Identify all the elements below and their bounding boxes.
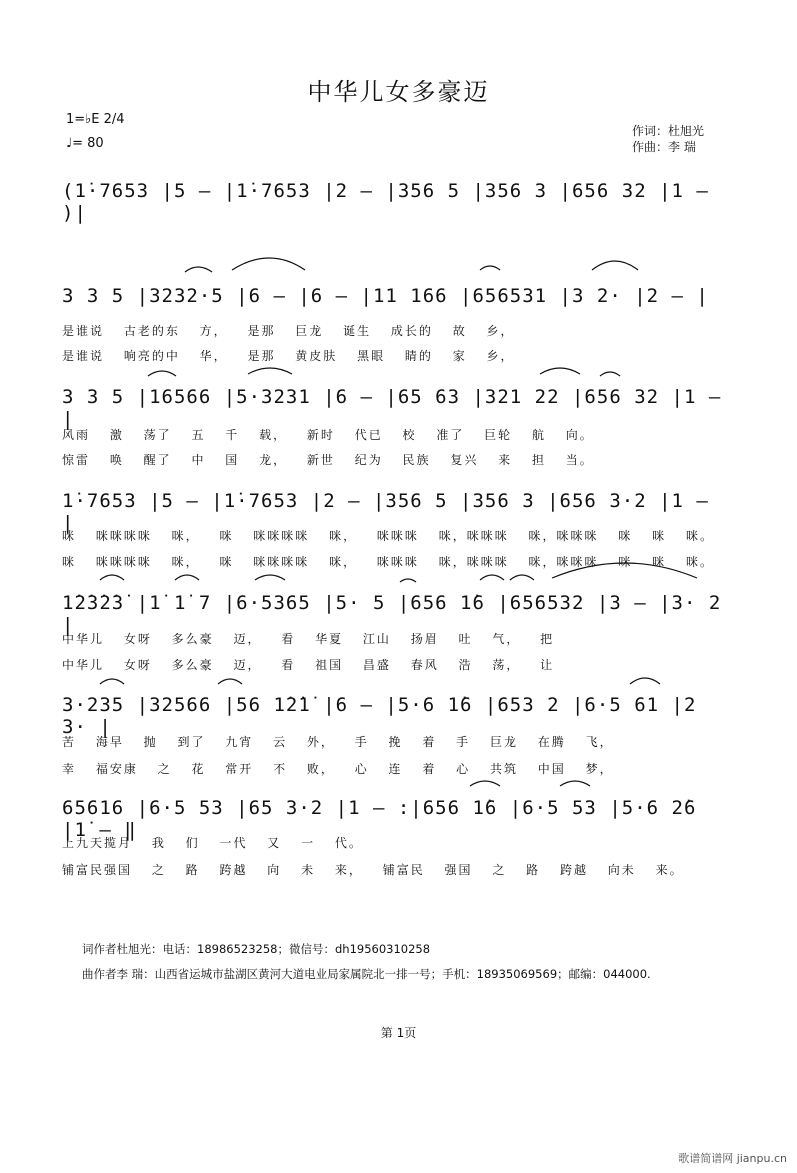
lyricist-credit: 作词：杜旭光: [632, 124, 705, 138]
notation-row: 1̇·7653 |5 – |1̇·7653 |2 – |356 5 |356 3 |656 3·2 |1 – |: [62, 490, 709, 534]
notation-row: 3 3 5 |3232·5 |6 – |6 – |11 166 |656531 |3 2· |2 – |: [62, 285, 709, 307]
lyric-line: 是谁说 古老的东 方， 是那 巨龙 诞生 成长的 故 乡，: [62, 324, 515, 338]
composer-contact: 曲作者李 瑞：山西省运城市盐湖区黄河大道电业局家属院北一排一号；手机：18935069569；邮编：044000.: [82, 967, 651, 981]
lyric-line: 中华儿 女呀 多么豪 迈， 看 祖国 昌盛 春风 浩 荡， 让: [62, 658, 555, 672]
notation-row: 1̇2̇3̇2̇3̇ |1̇ 1̇ 7 |6·5365 |5· 5 |656 1̇6 |656532 |3 – |3· 2 |: [62, 592, 722, 636]
lyric-line: 幸 福安康 之 花 常开 不 败， 心 连 着 心 共筑 中国 梦，: [62, 762, 614, 776]
lyric-line: 苦 海早 抛 到了 九宵 云 外， 手 挽 着 手 巨龙 在腾 飞，: [62, 735, 614, 749]
lyric-line: 咪 咪咪咪咪 咪， 咪 咪咪咪咪 咪， 咪咪咪 咪，咪咪咪 咪，咪咪咪 咪 咪 咪。: [62, 555, 714, 569]
notation-row: 65616 |6·5 53 |65 3·2 |1 – :|656 1̇6 |6·5 53 |5·6 2̇6 |1̇ – ‖: [62, 797, 697, 841]
lyric-line: 惊雷 唤 醒了 中 国 龙， 新世 纪为 民族 复兴 来 担 当。: [62, 453, 594, 467]
tempo-marking: ♩= 80: [66, 136, 104, 151]
notation-row: 3 3 5 |16566 |5·3231 |6 – |65 63 |321 22 |656 32 |1 – |: [62, 386, 722, 430]
lyric-line: 风雨 激 荡了 五 千 载， 新时 代已 校 准了 巨轮 航 向。: [62, 428, 594, 442]
page-number: 第 1页: [380, 1026, 417, 1040]
notation-row: 3·235 |32566 |56 1̇2̇1̇ |6 – |5·6 1̇6 |653 2 |6·5 61 |2 3· |: [62, 694, 697, 738]
watermark: 歌谱简谱网 jianpu.cn: [678, 1152, 787, 1165]
lyric-line: 上九天揽月 我 们 一代 又 一 代。: [62, 836, 363, 850]
lyric-line: 铺富民强国 之 路 跨越 向 未 来， 铺富民 强国 之 路 跨越 向未 来。: [62, 863, 684, 877]
lyric-line: 是谁说 响亮的中 华， 是那 黄皮肤 黑眼 睛的 家 乡，: [62, 349, 515, 363]
song-title: 中华儿女多豪迈: [307, 78, 490, 106]
lyric-line: 咪 咪咪咪咪 咪， 咪 咪咪咪咪 咪， 咪咪咪 咪，咪咪咪 咪，咪咪咪 咪 咪 咪。: [62, 529, 714, 543]
notation-row: (1̇·7653 |5 – |1̇·7653 |2 – |356 5 |356 3 |656 32 |1 – )|: [62, 180, 709, 224]
lyric-line: 中华儿 女呀 多么豪 迈， 看 华夏 江山 扬眉 吐 气， 把: [62, 632, 555, 646]
composer-credit: 作曲：李 瑞: [632, 140, 696, 154]
lyricist-contact: 词作者杜旭光：电话：18986523258；微信号：dh19560310258: [82, 942, 431, 956]
key-signature: 1=♭E 2/4: [66, 112, 125, 127]
